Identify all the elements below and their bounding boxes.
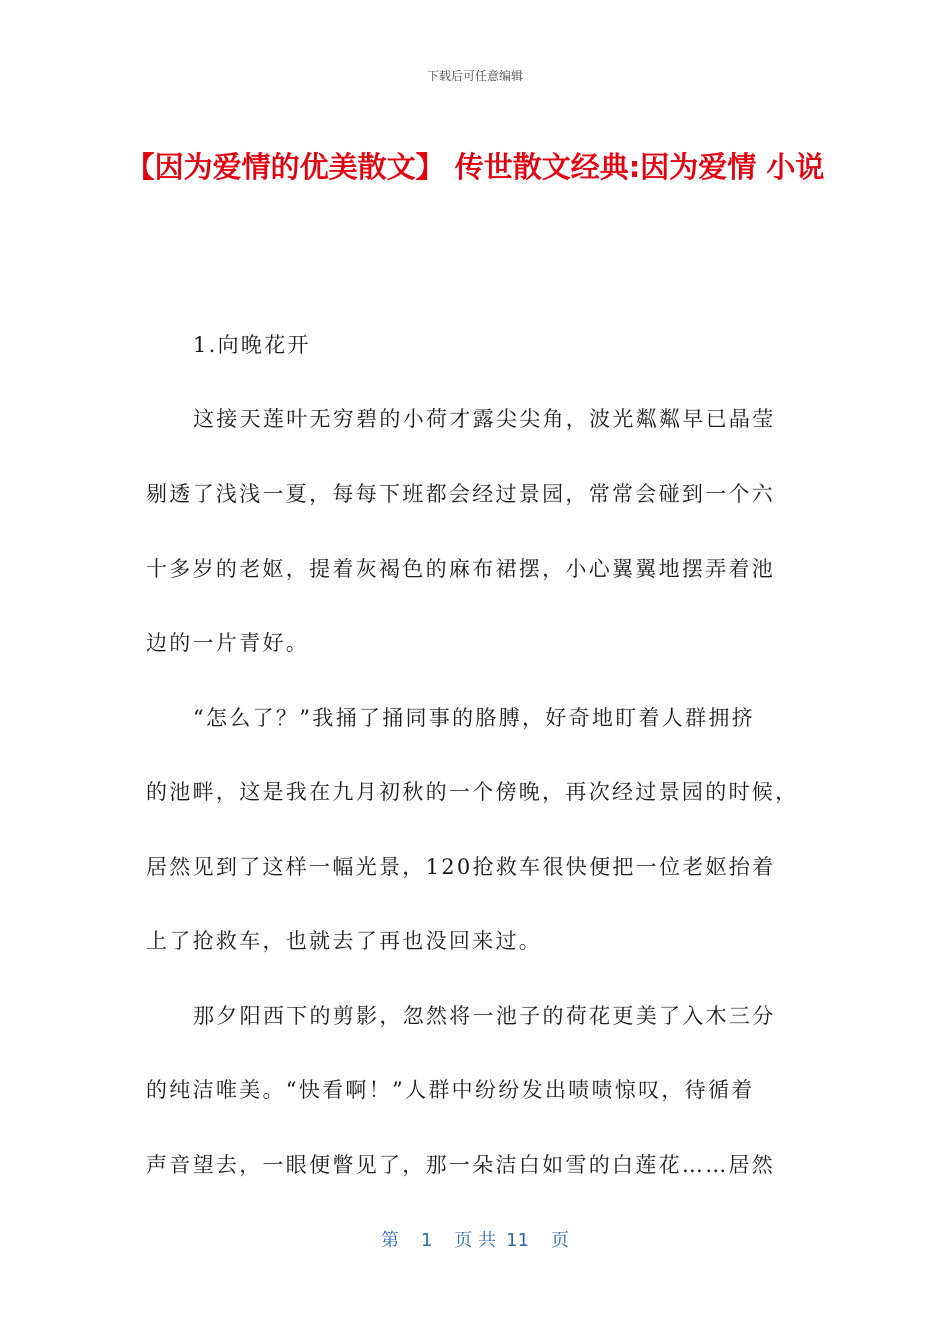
footer-middle: 页 共 [454,1230,497,1251]
paragraph-line: 上了抢救车，也就去了再也没回来过。 [146,929,543,953]
paragraph-line: 的池畔，这是我在九月初秋的一个傍晚，再次经过景园的时候， [146,780,799,804]
footer-prefix: 第 [380,1230,399,1251]
paragraph-line: 边的一片青好。 [146,631,310,655]
paragraph-line: 的纯洁唯美。“快看啊！”人群中纷纷发出啧啧惊叹，待循着 [146,1078,755,1102]
paragraph-line: 那夕阳西下的剪影，忽然将一池子的荷花更美了入木三分 [193,1004,776,1028]
header-note: 下载后可任意编辑 [426,69,523,83]
total-pages-number: 11 [506,1230,530,1251]
page-footer [0,1226,950,1252]
document-title: 【因为爱情的优美散文】 传世散文经典:因为爱情 小说 [125,150,825,184]
paragraph-line: 居然见到了这样一幅光景，120抢救车很快便把一位老妪抬着 [146,855,776,879]
current-page-number: 1 [420,1230,433,1251]
paragraph-line: 十多岁的老妪，提着灰褐色的麻布裙摆，小心翼翼地摆弄着池 [146,557,776,581]
section-heading: 1.向晚花开 [193,333,311,357]
paragraph-line: 声音望去，一眼便瞥见了，那一朵洁白如雪的白莲花……居然 [146,1153,776,1177]
footer-suffix: 页 [551,1230,570,1251]
paragraph-line: 这接天莲叶无穷碧的小荷才露尖尖角，波光粼粼早已晶莹 [193,407,776,431]
paragraph-line: “怎么了？”我捅了捅同事的胳膊，好奇地盯着人群拥挤 [193,706,755,730]
paragraph-line: 剔透了浅浅一夏，每每下班都会经过景园，常常会碰到一个六 [146,482,776,506]
